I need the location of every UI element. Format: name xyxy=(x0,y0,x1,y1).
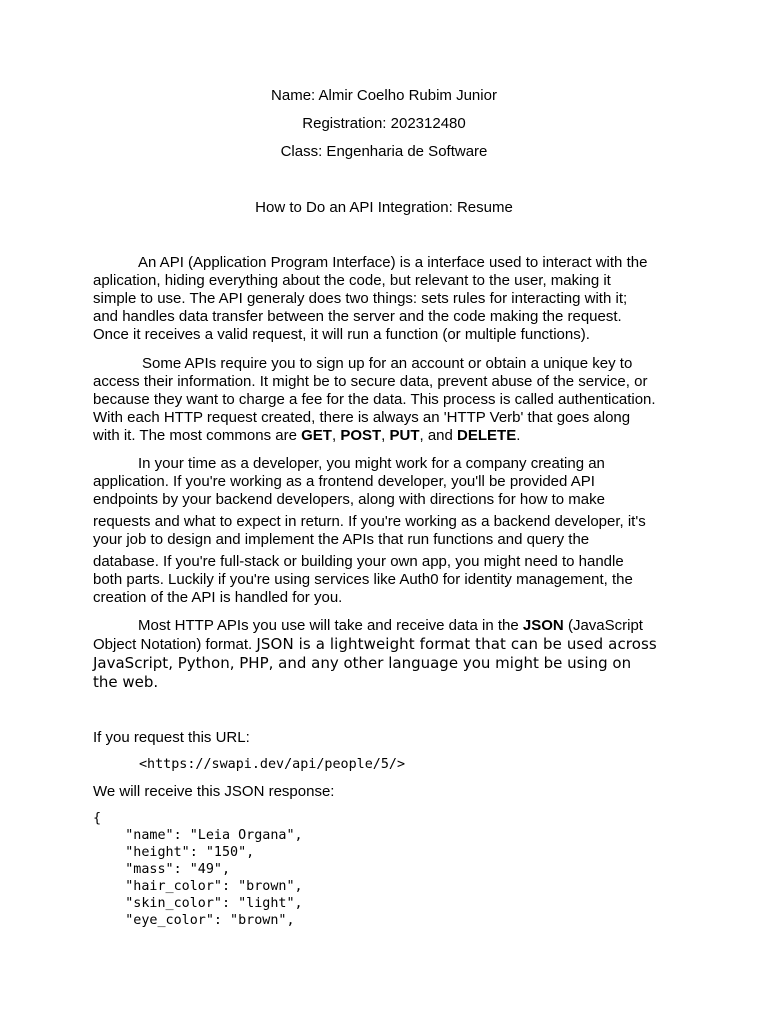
paragraph-line: your job to design and implement the APIs that run functions and query the xyxy=(93,531,590,548)
paragraph-line: In your time as a developer, you might work for a company creating an xyxy=(138,455,605,472)
paragraph-line: requests and what to expect in return. If you're working as a backend developer, it's xyxy=(93,513,646,530)
paragraph-line: and handles data transfer between the server and the code making the request. xyxy=(93,308,622,325)
response-label: We will receive this JSON response: xyxy=(93,783,335,800)
paragraph-line: application. If you're working as a frontend developer, you'll be provided API xyxy=(93,473,595,490)
paragraph-line: JavaScript, Python, PHP, and any other language you might be using on xyxy=(93,654,632,672)
paragraph-line: because they want to charge a fee for the data. This process is called authentication. xyxy=(93,391,656,408)
paragraph-line: creation of the API is handled for you. xyxy=(93,589,343,606)
json-term: JSON xyxy=(522,617,564,634)
document-title: How to Do an API Integration: Resume xyxy=(255,199,513,216)
paragraph-authentication xyxy=(93,355,683,445)
paragraph-line: Most HTTP APIs you use will take and receive data in the JSON (JavaScript xyxy=(138,617,643,634)
code-line: "skin_color": "light", xyxy=(93,896,303,911)
code-line: "mass": "49", xyxy=(93,862,231,877)
code-line: "name": "Leia Organa", xyxy=(93,828,303,843)
paragraph-json-format xyxy=(93,617,683,692)
code-line: "height": "150", xyxy=(93,845,255,860)
registration-number: Registration: 202312480 xyxy=(302,115,466,132)
http-verb-put: PUT xyxy=(389,427,420,444)
code-line: "hair_color": "brown", xyxy=(93,879,303,894)
paragraph-line: aplication, hiding everything about the code, but relevant to the user, making it xyxy=(93,272,611,289)
paragraph-line: Object Notation) format. JSON is a lightweight format that can be used across xyxy=(93,635,657,653)
paragraph-api-intro xyxy=(93,254,683,344)
http-verb-get: GET xyxy=(301,427,332,444)
paragraph-line: An API (Application Program Interface) is a interface used to interact with the xyxy=(138,254,648,271)
http-verb-post: POST xyxy=(340,427,382,444)
class-name: Class: Engenharia de Software xyxy=(280,143,488,160)
paragraph-line: with it. The most commons are GET, POST, PUT, and DELETE. xyxy=(93,427,521,444)
paragraph-line: Some APIs require you to sign up for an account or obtain a unique key to xyxy=(142,355,633,372)
paragraph-line: the web. xyxy=(93,673,159,691)
paragraph-line: access their information. It might be to secure data, prevent abuse of the service, or xyxy=(93,373,648,390)
paragraph-line: endpoints by your backend developers, along with directions for how to make xyxy=(93,491,605,508)
code-line: { xyxy=(93,811,102,826)
http-verb-delete: DELETE xyxy=(457,427,517,444)
paragraph-developer-roles xyxy=(93,455,683,607)
paragraph-line: Once it receives a valid request, it will run a function (or multiple functions). xyxy=(93,326,590,343)
paragraph-line: both parts. Luckily if you're using services like Auth0 for identity management, the xyxy=(93,571,633,588)
paragraph-line: database. If you're full-stack or building your own app, you might need to handle xyxy=(93,553,624,570)
student-name: Name: Almir Coelho Rubim Junior xyxy=(271,87,497,104)
request-url: <https://swapi.dev/api/people/5/> xyxy=(139,757,406,772)
paragraph-line: simple to use. The API generaly does two things: sets rules for interacting with it; xyxy=(93,290,628,307)
paragraph-line: With each HTTP request created, there is always an 'HTTP Verb' that goes along xyxy=(93,409,631,426)
code-line: "eye_color": "brown", xyxy=(93,913,295,928)
json-code-block xyxy=(93,810,303,929)
request-label: If you request this URL: xyxy=(93,729,250,746)
